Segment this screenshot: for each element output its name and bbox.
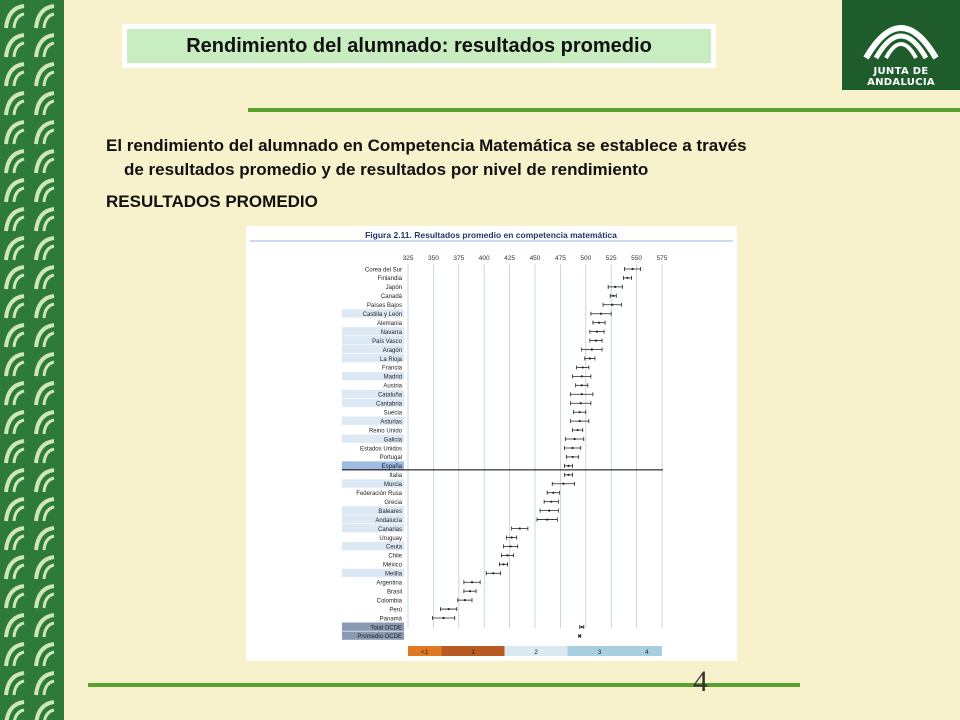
data-point [571, 392, 593, 396]
level-label: <1 [421, 649, 429, 656]
category-label: México [382, 562, 402, 569]
x-tick-label: 575 [656, 255, 668, 262]
category-label: Castilla y León [362, 312, 402, 319]
data-point [507, 535, 517, 539]
level-label: 4 [644, 649, 649, 656]
category-label: Murcia [383, 482, 402, 489]
category-label: Cataluña [377, 392, 402, 399]
category-label: Melilla [384, 571, 402, 578]
data-point [464, 580, 480, 584]
category-label: Perú [389, 607, 402, 614]
category-label: Francia [381, 365, 402, 372]
category-label: Ceuta [385, 544, 402, 551]
category-label: Italia [389, 473, 402, 480]
paragraph-line-1: El rendimiento del alumnado en Competencia Matemática se establece a través [106, 136, 747, 155]
data-point [501, 553, 513, 557]
category-label: Andalucía [375, 517, 402, 524]
category-label: Colombia [376, 598, 402, 605]
x-tick-label: 500 [580, 255, 592, 262]
chart-figure [246, 226, 737, 661]
category-label: Alemania [376, 320, 402, 327]
data-point [537, 518, 557, 522]
data-point [540, 509, 558, 513]
x-tick-label: 375 [453, 255, 465, 262]
paragraph-line-2: de resultados promedio y de resultados por nivel de rendimiento [124, 160, 649, 179]
category-label: La Rioja [379, 356, 402, 363]
data-point [603, 303, 621, 307]
category-label: Corea del Sur [364, 267, 402, 274]
data-point [512, 527, 528, 531]
category-label: País Vasco [372, 338, 402, 345]
x-tick-label: 400 [478, 255, 490, 262]
category-label: Total OCDE [370, 625, 402, 632]
level-label: 3 [597, 649, 602, 656]
data-point [623, 276, 631, 280]
category-label: Navarra [380, 329, 402, 336]
data-point [608, 285, 622, 289]
category-label: Baleares [378, 508, 402, 515]
category-label: Panamá [379, 616, 402, 623]
data-point [573, 374, 591, 378]
leaf-pattern-icon [0, 0, 64, 720]
intro-paragraph [106, 134, 926, 182]
category-label: Japón [385, 285, 402, 292]
data-point [582, 348, 602, 352]
data-point [585, 356, 595, 360]
data-point [544, 500, 558, 504]
data-point [591, 312, 611, 316]
category-label: Promedio OCDE [357, 634, 402, 641]
category-label: Países Bajos [366, 303, 402, 310]
category-label: Federación Rusa [356, 491, 402, 498]
data-point [590, 330, 604, 334]
section-heading: RESULTADOS PROMEDIO [106, 192, 318, 211]
category-label: Portugal [379, 455, 402, 462]
category-label: Suecia [383, 410, 402, 417]
level-label: 2 [534, 649, 538, 656]
category-label: Canadá [380, 294, 402, 301]
category-label: Brasil [386, 589, 402, 596]
category-label: Argentina [376, 580, 402, 587]
category-label: Canarias [377, 526, 402, 533]
data-point [432, 616, 454, 620]
x-tick-label: 525 [605, 255, 617, 262]
left-decorative-band [0, 0, 64, 720]
data-point [564, 464, 572, 468]
data-point [564, 473, 572, 477]
data-point [565, 437, 583, 441]
chart-svg [246, 226, 737, 661]
category-label: Galicia [383, 437, 402, 444]
data-point [486, 571, 500, 575]
data-point [590, 339, 602, 343]
data-point [564, 446, 580, 450]
logo-text: JUNTA DE ANDALUCIA [867, 66, 935, 88]
x-tick-label: 425 [504, 255, 516, 262]
data-point [458, 598, 472, 602]
category-label: Madrid [383, 374, 402, 381]
title-box [122, 24, 716, 68]
page-number: 4 [693, 665, 708, 698]
category-label: Austria [383, 383, 402, 390]
data-point [580, 625, 584, 629]
data-point [574, 410, 586, 414]
category-label: Estados Unidos [359, 446, 402, 453]
junta-logo [842, 0, 960, 90]
category-label: Grecia [384, 499, 402, 506]
data-point [566, 455, 578, 459]
data-point [441, 607, 457, 611]
data-point [499, 562, 507, 566]
category-label: Chile [388, 553, 402, 560]
x-tick-label: 450 [529, 255, 541, 262]
junta-arches-icon [842, 0, 960, 66]
data-point [504, 544, 518, 548]
x-tick-label: 550 [631, 255, 643, 262]
category-label: Aragón [382, 347, 402, 354]
category-label: Reino Unido [368, 428, 402, 435]
data-point [547, 491, 559, 495]
chart-title: Figura 2.11. Resultados promedio en competencia matemática [365, 230, 617, 240]
category-label: Finlandia [377, 276, 402, 283]
x-tick-label: 350 [427, 255, 439, 262]
data-point [552, 482, 574, 486]
x-tick-label: 475 [554, 255, 566, 262]
data-point [573, 428, 583, 432]
category-label: España [381, 464, 402, 471]
data-point [593, 321, 605, 325]
category-label: Cantabria [375, 401, 402, 408]
x-tick-label: 325 [402, 255, 414, 262]
slide-title: Rendimiento del alumnado: resultados promedio [127, 29, 711, 63]
top-divider [248, 108, 960, 112]
data-point [464, 589, 476, 593]
data-point [577, 365, 589, 369]
category-label: Asturias [380, 419, 402, 426]
category-label: Uruguay [379, 535, 402, 542]
data-point [579, 634, 581, 638]
level-label: 1 [471, 649, 475, 656]
data-point [571, 401, 591, 405]
data-point [624, 267, 640, 271]
